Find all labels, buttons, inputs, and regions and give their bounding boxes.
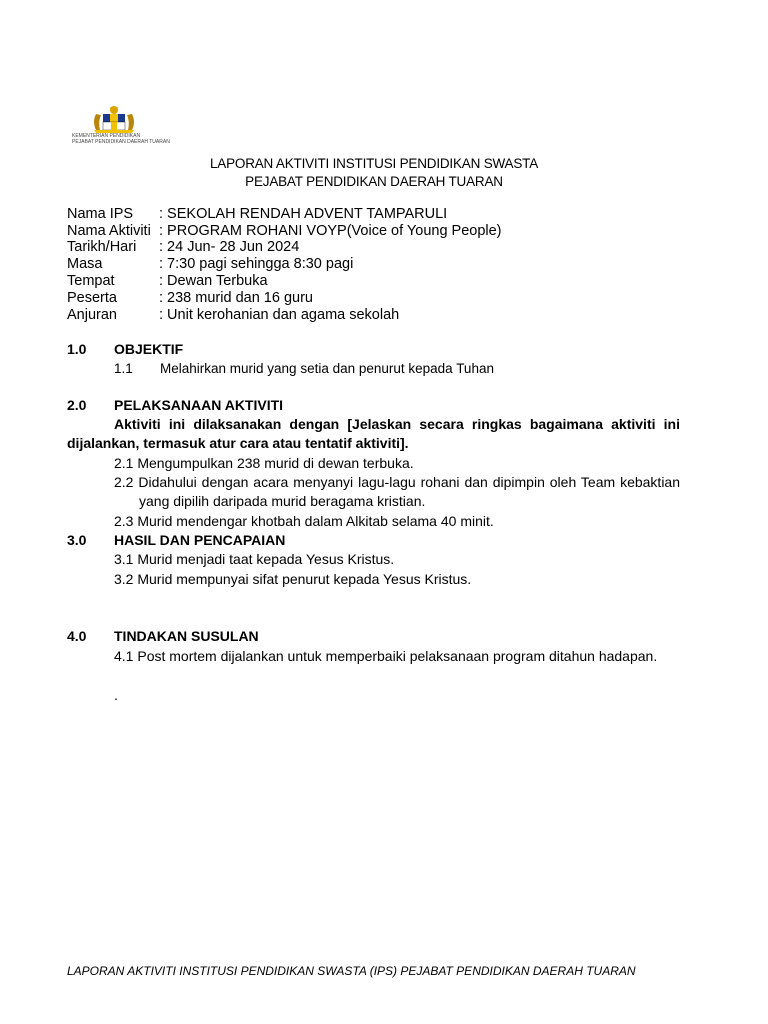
info-label: Anjuran bbox=[67, 307, 117, 323]
info-label: Peserta bbox=[67, 290, 117, 306]
section-4-number: 4.0 bbox=[67, 628, 87, 644]
info-row-anjuran bbox=[67, 307, 399, 324]
info-value: : Dewan Terbuka bbox=[159, 273, 268, 289]
info-value: : PROGRAM ROHANI VOYP(Voice of Young People) bbox=[159, 223, 502, 239]
info-label: Masa bbox=[67, 256, 103, 272]
section-1-number: 1.0 bbox=[67, 341, 87, 357]
info-value: : Unit kerohanian dan agama sekolah bbox=[159, 307, 400, 323]
section-4-title: TINDAKAN SUSULAN bbox=[114, 628, 259, 644]
info-row-masa bbox=[67, 256, 353, 273]
section-2-number: 2.0 bbox=[67, 397, 87, 413]
section-4-item-1: 4.1 Post mortem dijalankan untuk memperbaiki pelaksanaan program ditahun hadapan. bbox=[114, 648, 658, 664]
info-value: : 24 Jun- 28 Jun 2024 bbox=[159, 239, 300, 255]
section-2-item-1: 2.1 Mengumpulkan 238 murid di dewan terbuka. bbox=[114, 455, 414, 471]
info-row-nama-ips bbox=[67, 206, 447, 223]
report-title-line1: LAPORAN AKTIVITI INSTITUSI PENDIDIKAN SWASTA bbox=[209, 156, 538, 171]
section-2-item-3: 2.3 Murid mendengar khotbah dalam Alkitab selama 40 minit. bbox=[114, 513, 494, 529]
section-2-item-2: 2.2 Didahului dengan acara menyanyi lagu-lagu rohani dan dipimpin oleh Team kebaktian yang dipilih daripada murid beragama kristian. bbox=[114, 474, 680, 509]
logo-caption bbox=[72, 133, 172, 145]
info-row-tarikh bbox=[67, 239, 299, 256]
info-row-peserta bbox=[67, 290, 313, 307]
section-3-item-2: 3.2 Murid mempunyai sifat penurut kepada Yesus Kristus. bbox=[114, 571, 472, 587]
info-label: Tempat bbox=[67, 273, 115, 289]
section-1-item-text: Melahirkan murid yang setia dan penurut kepada Tuhan bbox=[160, 361, 494, 376]
section-2-intro: Aktiviti ini dilaksanakan dengan [Jelaskan secara ringkas bagaimana aktiviti ini dijalankan, termasuk atur cara atau tentatif aktiviti]. bbox=[67, 416, 680, 451]
report-title-line2: PEJABAT PENDIDIKAN DAERAH TUARAN bbox=[245, 174, 503, 189]
section-4-dot: . bbox=[114, 687, 118, 703]
section-1-item-number: 1.1 bbox=[114, 361, 133, 376]
info-value: : 7:30 pagi sehingga 8:30 pagi bbox=[159, 256, 354, 272]
section-2-title: PELAKSANAAN AKTIVITI bbox=[114, 397, 284, 413]
logo-caption-line2: PEJABAT PENDIDIKAN DAERAH TUARAN bbox=[72, 139, 170, 145]
info-label: Tarikh/Hari bbox=[67, 239, 137, 255]
section-3-title: HASIL DAN PENCAPAIAN bbox=[114, 532, 286, 548]
info-label: Nama IPS bbox=[67, 206, 134, 222]
logo-caption-line1: KEMENTERIAN PENDIDIKAN bbox=[72, 133, 141, 139]
info-value: : 238 murid dan 16 guru bbox=[159, 290, 313, 306]
info-label: Nama Aktiviti bbox=[67, 223, 151, 239]
info-value: : SEKOLAH RENDAH ADVENT TAMPARULI bbox=[159, 206, 448, 222]
section-3-number: 3.0 bbox=[67, 532, 87, 548]
info-row-tempat bbox=[67, 273, 268, 290]
page-footer: LAPORAN AKTIVITI INSTITUSI PENDIDIKAN SWASTA (IPS) PEJABAT PENDIDIKAN DAERAH TUARAN bbox=[67, 964, 636, 978]
section-1-title: OBJEKTIF bbox=[114, 341, 184, 357]
section-3-item-1: 3.1 Murid menjadi taat kepada Yesus Kristus. bbox=[114, 551, 395, 567]
info-row-nama-aktiviti bbox=[67, 223, 502, 240]
